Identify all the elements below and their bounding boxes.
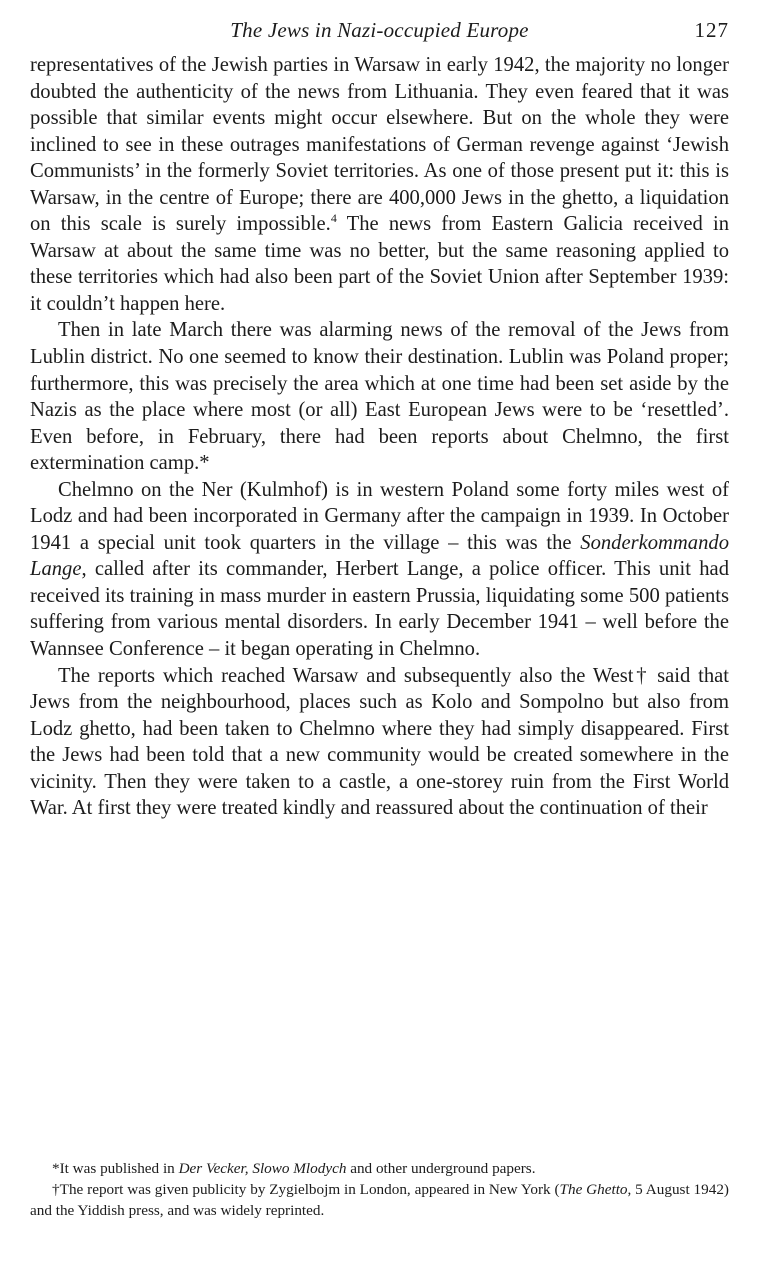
text-run: *It was published in xyxy=(52,1160,179,1177)
footnote xyxy=(30,1158,729,1179)
paragraph xyxy=(30,52,729,317)
footnote xyxy=(30,1179,729,1221)
text-run: The news from Eastern Galicia received in Warsaw at about the same time was no better, but the same reasoning applied to these territories which had also been part of the Soviet Union after September 1939: it couldn’t happen here. xyxy=(30,213,729,315)
paragraph xyxy=(30,477,729,663)
footnotes xyxy=(30,1158,729,1221)
paragraph xyxy=(30,317,729,476)
text-run: Then in late March there was alarming news of the removal of the Jews from Lublin district. No one seemed to know their destination. Lublin was Poland proper; furthermore, this was precisely the area which at one time had been set aside by the Nazis as the place where most (or all) East European Jews were to be ‘resettled’. Even before, in February, there had been reports about Chelmno, the first extermination camp.* xyxy=(30,319,729,475)
italic-text: Sonderkommando Lange xyxy=(30,531,729,581)
text-run: and other underground papers. xyxy=(346,1160,536,1177)
text-run: †The report was given publicity by Zygielbojm in London, appeared in New York ( xyxy=(52,1181,560,1198)
body-text xyxy=(30,52,729,822)
paragraph xyxy=(30,663,729,822)
text-run: , called after its commander, Herbert Lange, a police officer. This unit had received its training in mass murder in eastern Prussia, liquidating some 500 patients suffering from various mental disorders. In early December 1941 – well before the Wannsee Conference – it began operating in Chelmno. xyxy=(30,558,729,661)
footnote-ref: 4 xyxy=(330,211,337,226)
text-run: , 5 August 1942) and the Yiddish press, and was widely reprinted. xyxy=(30,1181,729,1219)
page-header xyxy=(30,16,729,52)
book-page xyxy=(30,16,729,822)
text-run: The reports which reached Warsaw and subsequently also the West† said that Jews from the neighbourhood, places such as Kolo and Sompolno but also from Lodz ghetto, had been taken to Chelmno where they had simply disappeared. First the Jews had been told that a new community would be created somewhere in the vicinity. Then they were taken to a castle, a one-storey ruin from the First World War. At first they were treated kindly and reassured about the continuation of their xyxy=(30,664,729,820)
text-run: representatives of the Jewish parties in Warsaw in early 1942, the majority no longer doubted the authenticity of the news from Lithuania. They even feared that it was possible that similar events might occur elsewhere. But on the whole they were inclined to see in these outrages manifestations of German revenge against ‘Jewish Communists’ in the formerly Soviet territories. As one of those present put it: this is Warsaw, in the centre of Europe; there are 400,000 Jews in the ghetto, a liquidation on this scale is surely impossible. xyxy=(30,54,729,236)
italic-text: The Ghetto xyxy=(559,1181,628,1198)
running-title: The Jews in Nazi-occupied Europe xyxy=(230,18,529,42)
italic-text: Der Vecker, Slowo Mlodych xyxy=(178,1160,347,1177)
text-run: Chelmno on the Ner (Kulmhof) is in western Poland some forty miles west of Lodz and had been incorporated in Germany after the campaign in 1939. In October 1941 a special unit took quarters in the village – this was the xyxy=(30,478,729,554)
page-number: 127 xyxy=(694,18,729,42)
